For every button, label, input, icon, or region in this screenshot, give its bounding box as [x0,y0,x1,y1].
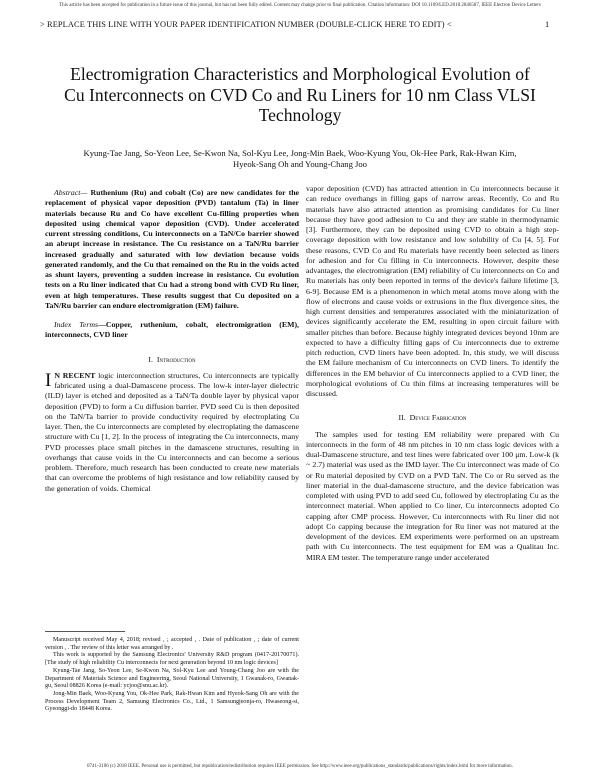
page-number: 1 [545,20,550,29]
section-heading-fabrication [306,413,559,423]
footnote: Kyung-Tae Jang, So-Yeon Lee, Se-Kwon Na, Sol-Kyu Lee and Young-Chang Joo are with the Department of Materials Science and Engineering, Seoul National University, 1 Gwanak-ro, Gwanak-gu, Seoul 08826 Korea (e-mail: ycjoo@snu.ac.kr). [45,667,299,690]
abstract-text: Ruthenium (Ru) and cobalt (Co) are new candidates for the replacement of physical vapor deposition (PVD) tantalum (Ta) in liner materials because Ru and Co have excellent Cu-filling properties when deposited using chemical vapor deposition (CVD). Under accelerated current stressing conditions, Cu interconnects on a TaN/Co barrier showed an abrupt increase in resistance. The Cu resistance on a TaN/Ru barrier increased gradually and saturated with low deviation because voids generated randomly, and the Cu that remained on the Ru in the voids acted as shunt layers, preventing a sudden increase in resistance. Cu evolution tests on a Ru liner indicated that Cu had a strong bond with CVD Ru liner, even at high temperatures. These results suggest that Cu deposited on a TaN/Ru barrier can endure electromigration (EM) failure. [45,188,299,310]
intro-paragraph [45,371,299,494]
lead-words: N RECENT [54,370,96,380]
paper-title: Electromigration Characteristics and Morphological Evolution of Cu Interconnects on CVD Co and Ru Liners for 10 nm Class VLSI Technology [64,64,536,125]
author-list: Kyung-Tae Jang, So-Yeon Lee, Se-Kwon Na, Sol-Kyu Lee, Jong-Min Baek, Woo-Kyung You, Ok-Hee Park, Rak-Hwan Kim, Hyeok-Sang Oh and Young-Chang Joo [83,148,517,169]
footnote: Jong-Min Baek, Woo-Kyung You, Ok-Hee Park, Rak-Hwan Kim and Hyeok-Sang Oh are with the Process Development Team 2, Samsung Electronics Co., Ltd., 1 Samsungjeonja-ro, Hwaseong-si, Gyeonggi-do 18448 Korea. [45,690,299,713]
index-terms-text: —Copper, ruthenium, cobalt, electromigration (EM), interconnects, CVD liner [45,320,299,340]
drop-cap: I [45,369,52,391]
section-heading-introduction [45,355,299,365]
running-head: > REPLACE THIS LINE WITH YOUR PAPER IDENTIFICATION NUMBER (DOUBLE-CLICK HERE TO EDIT) < [40,20,452,29]
intro-text: logic interconnection structures, Cu interconnects are typically fabricated using a dual-Damascene process. The low-k inter-layer dielectric (ILD) layer is etched and deposited as a TaN/Ta double layer by physical vapor deposition (PVD) to form a Cu diffusion barrier. PVD seed Cu is then deposited on the TaN/Ta barrier to provide conductivity required by electroplating Cu layer. Then, the Cu interconnects are completed by electroplating the damascene structure with Cu [1, 2]. In the process of integrating the Cu interconnects, many PVD processes place small pitches in the damascene structures, resulting in overhangs that cause voids in the Cu interconnects and can become a serious problem. Therefore, much research has been conducted to create new materials that can overcome the problems of high resistance and low reliability caused by the generation of voids. Chemical [45,370,299,493]
intro-continuation: vapor deposition (CVD) has attracted attention in Cu interconnects because it can reduce overhangs in filling gaps of narrow areas. Recently, Co and Ru materials have also attracted attention as promising candidates for Cu liner because they have good adhesion to Cu and they are stable in thermodynamic [3]. Furthermore, they can be deposited using CVD to obtain a high step-coverage deposition with low resistance and low solubility of Cu [4, 5]. For these reasons, CVD Co and Ru materials have recently been selected as liners for adhesion and for Cu filling in Cu interconnects. However, despite these advantages, the electromigration (EM) reliability of Cu interconnects on Co and Ru materials has only been reported in terms of the device's failure lifetime [3, 6-9]. Because EM is a phenomenon in which metal atoms move along with the flow of electrons and cause voids or extrusions in the flux divergence sites, the high current densities and temperatures associated with the miniaturization of devices significantly accelerate the EM, resulting in open circuit failure with smaller pitches than before. Because highly integrated devices beyond 10nm are expected to have a difficulty filling gaps of Cu interconnects due to extreme pitch reduction, CVD liners have been adopted. In, this study, we will discuss the EM failure mechanism of Cu interconnects on CVD liners. To identify the differences in the EM behavior of Cu interconnects applied to a CVD liner, the morphological evolutions of Cu thin films at increasing temperatures will be discussed. [306,184,559,398]
section-title: Introduction [156,354,196,364]
copyright-footer: 0741-3106 (c) 2018 IEEE. Personal use is permitted, but republication/redistribution requires IEEE permission. See http://www.ieee.org/publications_standards/publications/rights/index.html for more information. [87,764,513,769]
index-terms-label: Index Terms [54,320,99,329]
section-number: II. [398,413,406,423]
footnotes [45,637,299,714]
abstract-label: Abstract— [54,188,88,197]
footnote: This work is supported by the Samsung Electronics' University R&D program (0417-20170071). [The study of high reliability Cu interconnects for next generation beyond 10 nm logic devices] [45,652,299,667]
footnote-divider [45,631,125,632]
section-number: I. [148,354,153,364]
footnote: Manuscript received May 4, 2018; revised , ; accepted , . Date of publication , ; date of current version , . The review of this letter was arranged by . [45,637,299,651]
publication-notice: This article has been accepted for publication in a future issue of this journal, but has not been fully edited. Content may change prior to final publication. Citation information: DOI 10.1109/LED.2018.2846587, IEEE Electron Device Letters [59,3,541,8]
index-terms [45,320,299,341]
right-column [306,184,559,563]
abstract [45,188,299,311]
left-column [45,188,299,494]
fabrication-paragraph: The samples used for testing EM reliability were prepared with Cu interconnects in the form of 48 nm pitches in 10 nm class logic devices with a dual-Damascene structure, and test lines were fabricated over 100 μm. Low-k (k ~ 2.7) material was used as the IMD layer. The Cu interconnect was made of Co or Ru material deposited by CVD on a PVD TaN. The Co or Ru served as the liner material in the dual-damascene structure, and the device fabrication was completed with using PVD to add seed Cu, followed by electroplating Cu as the interconnect material. When applied to Co liner, Cu interconnects adopted Co capping after CMP process. However, Cu interconnects with Ru liner did not adopt Co capping because the integration for Ru liner was not matured at the development of the devices. EM experiments were performed on an upstream path with Cu interconnects. The test equipment for EM was a Qualitau Inc. MIRA EM tester. The temperature range under accelerated [306,429,559,562]
section-title: Device Fabrication [409,413,467,423]
